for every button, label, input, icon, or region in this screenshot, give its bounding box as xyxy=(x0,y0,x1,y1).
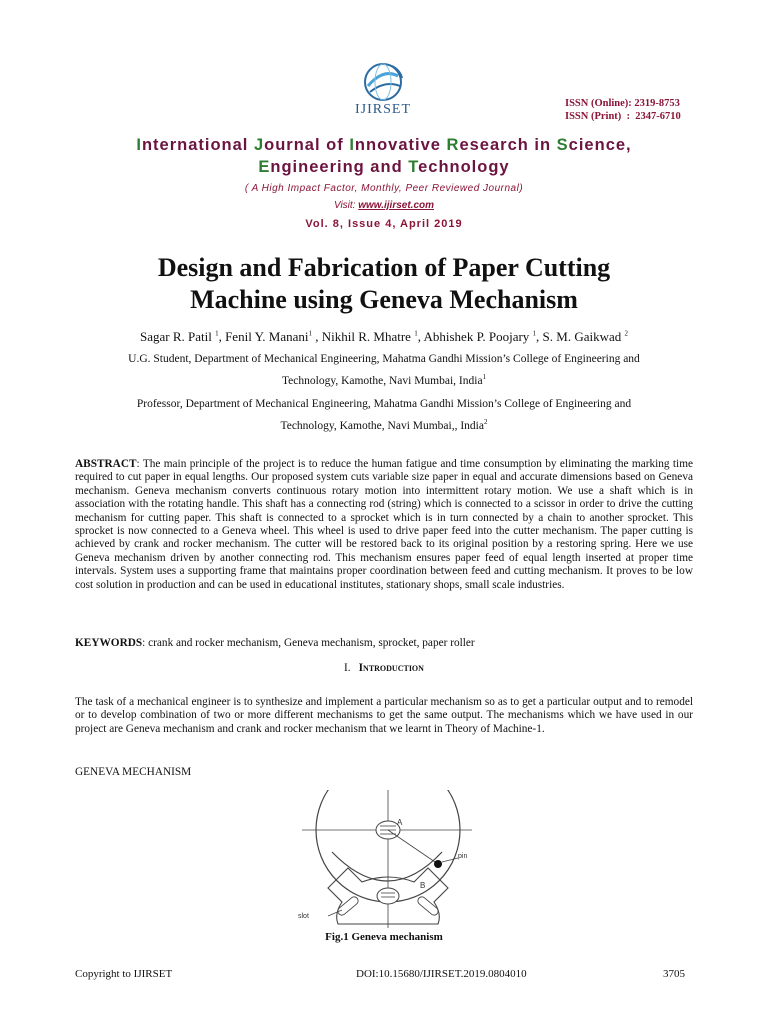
abstract-text: : The main principle of the project is to reduce the human fatigue and time consumption by eliminating the marking time required to cut paper in equal lengths. Our proposed system cuts variable size paper in equal and accurate dimensions based on Geneva mechanism. Geneva mechanism converts continuous rotary motion into intermittent rotary motion. We use a shaft which is in association with the rotating handle. This shaft has a connecting rod (string) which is connected to a scissor in order to drive the cutting mechanism for cutting paper. This shaft is connected to a sprocket which is in turn connected by a chain to another sprocket. This sprocket is now connected to a Geneva wheel. This wheel is used to drive paper feed into the cutter mechanism. The paper cutting is achieved by crank and rocker mechanism. The cutter will be restored back to its original position by a restoring spring. Here we use Geneva mechanism driven by another connecting rod. This mechanism ensures paper feed of equal length inserted at proper time intervals. System uses a supporting frame that maintains proper coordination between feed and cutting mechanism. It proves to be low cost solution in production and can be used in educational institutes, stationary shops, small scale industries. xyxy=(75,458,693,591)
abstract-label: ABSTRACT xyxy=(75,458,137,470)
abstract xyxy=(75,458,693,592)
keywords-text: : crank and rocker mechanism, Geneva mechanism, sprocket, paper roller xyxy=(142,637,475,649)
author-list: Sagar R. Patil $^1$, Fenil Y. Manani$^1$ , Nikhil R. Mhatre $^1$, Abhishek P. Poojary $^1$, S. M. Gaikwad $^2$ xyxy=(139,329,629,344)
section-heading-introduction: I. Introduction xyxy=(344,662,424,674)
geneva-figure xyxy=(292,790,480,928)
author: S. M. Gaikwad xyxy=(542,329,625,344)
affiliation-2: Professor, Department of Mechanical Engineering, Mahatma Gandhi Mission’s College of Engineering and Technology, Kamothe, Navi Mumbai,, India$^2$ xyxy=(136,398,632,432)
geneva-heading: GENEVA MECHANISM xyxy=(75,766,192,778)
keywords xyxy=(75,637,693,649)
journal-url-link[interactable]: www.ijirset.com xyxy=(358,200,435,211)
footer-copyright: Copyright to IJIRSET xyxy=(75,968,173,980)
journal-subtitle: ( A High Impact Factor, Monthly, Peer Reviewed Journal) xyxy=(244,183,524,194)
author: Nikhil R. Mhatre xyxy=(321,329,415,344)
issn-print: ISSN (Print) : 2347-6710 xyxy=(565,111,681,122)
figure-caption: Fig.1 Geneva mechanism xyxy=(325,931,443,943)
journal-logo xyxy=(338,60,428,122)
journal-name-line2: Engineering and Technology xyxy=(258,158,510,176)
label-a: A xyxy=(397,818,403,827)
journal-name xyxy=(60,134,708,178)
keywords-label: KEYWORDS xyxy=(75,637,143,649)
label-slot: slot xyxy=(298,913,309,920)
footer-doi: DOI:10.15680/IJIRSET.2019.0804010 xyxy=(356,968,527,980)
label-pin: pin xyxy=(458,853,468,860)
intro-paragraph: The task of a mechanical engineer is to synthesize and implement a particular mechanism so as to get a particular output and to remodel or to develop combination of two or more different mechanisms to get the same output. The mechanisms which we have used in our project are Geneva mechanism and crank and rocker mechanism that we learnt in Theory of Machine-1. xyxy=(75,696,693,735)
author: Fenil Y. Manani xyxy=(225,329,309,344)
journal-volume: Vol. 8, Issue 4, April 2019 xyxy=(305,218,463,230)
affiliation-1: U.G. Student, Department of Mechanical Engineering, Mahatma Gandhi Mission’s College of Engineering and Technology, Kamothe, Navi Mumbai, India$^1$ xyxy=(128,353,640,387)
footer-page-number: 3705 xyxy=(663,968,685,980)
author: Sagar R. Patil xyxy=(139,329,216,344)
globe-logo-icon xyxy=(360,60,406,104)
issn-online: ISSN (Online): 2319-8753 xyxy=(565,98,680,109)
journal-name-line1: International Journal of Innovative Research in Science, xyxy=(136,136,632,154)
journal-visit: Visit: www.ijirset.com xyxy=(333,200,435,211)
logo-text: IJIRSET xyxy=(355,102,411,117)
label-b: B xyxy=(420,881,426,890)
issn-block xyxy=(565,97,681,123)
paper-title: Design and Fabrication of Paper Cutting Machine using Geneva Mechanism xyxy=(157,253,611,314)
author: Abhishek P. Poojary xyxy=(423,329,533,344)
geneva-mechanism-diagram xyxy=(292,790,480,928)
